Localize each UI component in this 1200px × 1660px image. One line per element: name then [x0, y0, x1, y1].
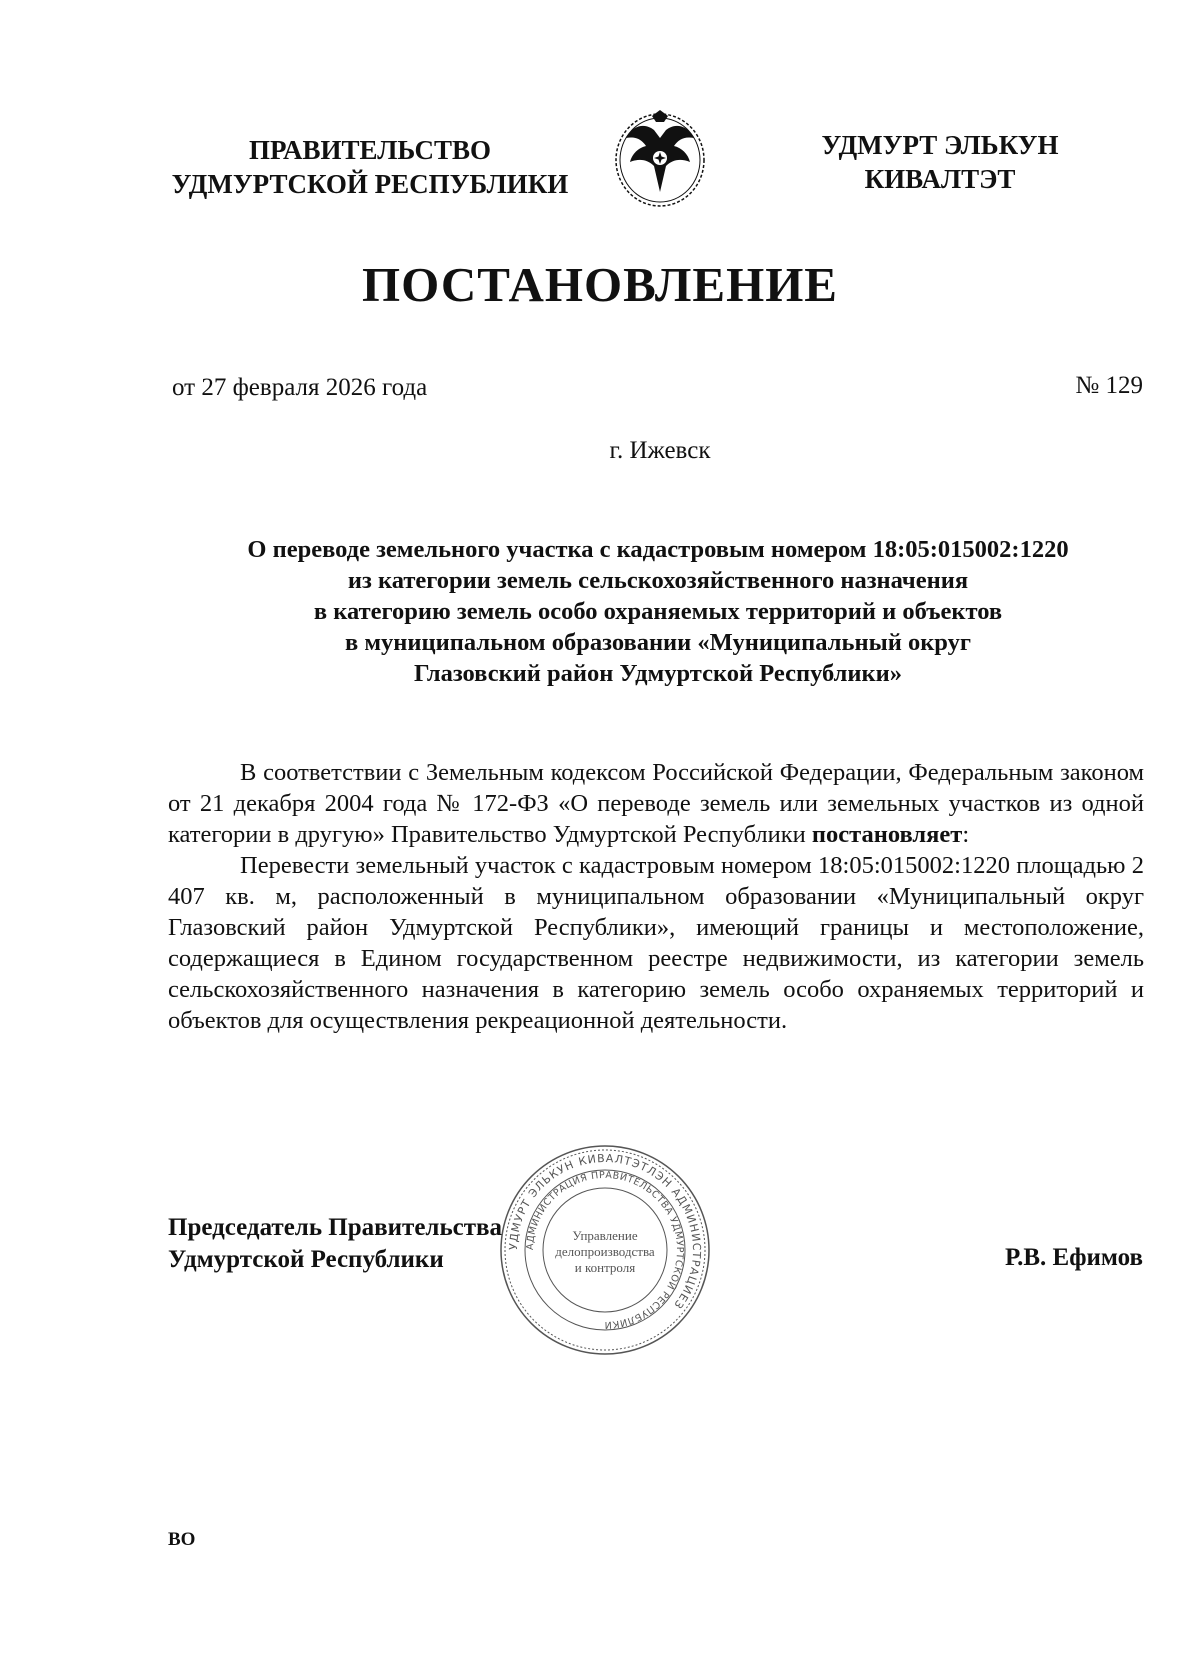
document-city: г. Ижевск — [609, 437, 711, 464]
body-paragraph-2: Перевести земельный участок с кадастровым номером 18:05:015002:1220 площадью 2 407 кв. м, расположенный в муниципальном образовании «Муниципальный округ Глазовский район Удмуртской Республики», имеющий границы и местоположение, содержащиеся в Едином государственном реестре недвижимости, из категории земель сельскохозяйственного назначения в категорию земель особо охраняемых территорий и объектов для осуществления рекреационной деятельности. — [168, 852, 1144, 1034]
header-right — [790, 128, 1090, 196]
header-left-line1: ПРАВИТЕЛЬСТВО — [248, 135, 492, 165]
stamp-center-line3: и контроля — [574, 1260, 636, 1275]
udmurtia-coat-of-arms-icon — [604, 108, 716, 208]
official-stamp — [497, 1142, 713, 1358]
signature-position-line2: Удмуртской Республики — [168, 1246, 444, 1273]
signatory-name: Р.В. Ефимов — [1004, 1244, 1143, 1271]
document-body — [168, 757, 1144, 1036]
header-right-line1: УДМУРТ ЭЛЬКУН — [821, 130, 1059, 160]
document-date: от 27 февраля 2026 года — [172, 374, 428, 401]
header-left-line2: УДМУРТСКОЙ РЕСПУБЛИКИ — [171, 169, 569, 199]
subject-line: в муниципальном образовании «Муниципальный округ — [344, 629, 971, 656]
stamp-center-line1: Управление — [572, 1228, 638, 1243]
signature-position-line1: Председатель Правительства — [168, 1214, 503, 1241]
body-paragraph-1 — [168, 757, 1144, 850]
subject-line: из категории земель сельскохозяйственного назначения — [347, 567, 969, 594]
header-left — [150, 133, 590, 201]
document-number: № 129 — [1075, 372, 1143, 399]
header-right-line2: КИВАЛТЭТ — [864, 164, 1016, 194]
subject-line: в категорию земель особо охраняемых территорий и объектов — [313, 598, 1003, 625]
body-paragraph-1-end: : — [962, 821, 970, 848]
subject-line: О переводе земельного участка с кадастровым номером 18:05:015002:1220 — [247, 536, 1069, 563]
stamp-center-line2: делопроизводства — [555, 1244, 655, 1259]
document-title: ПОСТАНОВЛЕНИЕ — [362, 257, 838, 312]
executor-initials: ВО — [168, 1529, 196, 1550]
stamp-ring-inner: АДМИНИСТРАЦИЯ ПРАВИТЕЛЬСТВА УДМУРТСКОЙ РЕСПУБЛИКИ — [524, 1169, 686, 1331]
stamp-ring-outer: УДМУРТ ЭЛЬКУН КИВАЛТЭТЛЭН АДМИНИСТРАЦИЕЗ — [506, 1151, 704, 1312]
signature-position — [168, 1212, 502, 1276]
subject-line: Глазовский район Удмуртской Республики» — [414, 660, 902, 687]
body-paragraph-1-text: В соответствии с Земельным кодексом Российской Федерации, Федеральным законом от 21 декабря 2004 года № 172-ФЗ «О переводе земель или земельных участков из одной категории в другую» Правительство Удмуртской Республики — [168, 759, 1144, 848]
document-subject — [168, 534, 1148, 689]
decree-verb: постановляет — [811, 821, 963, 848]
